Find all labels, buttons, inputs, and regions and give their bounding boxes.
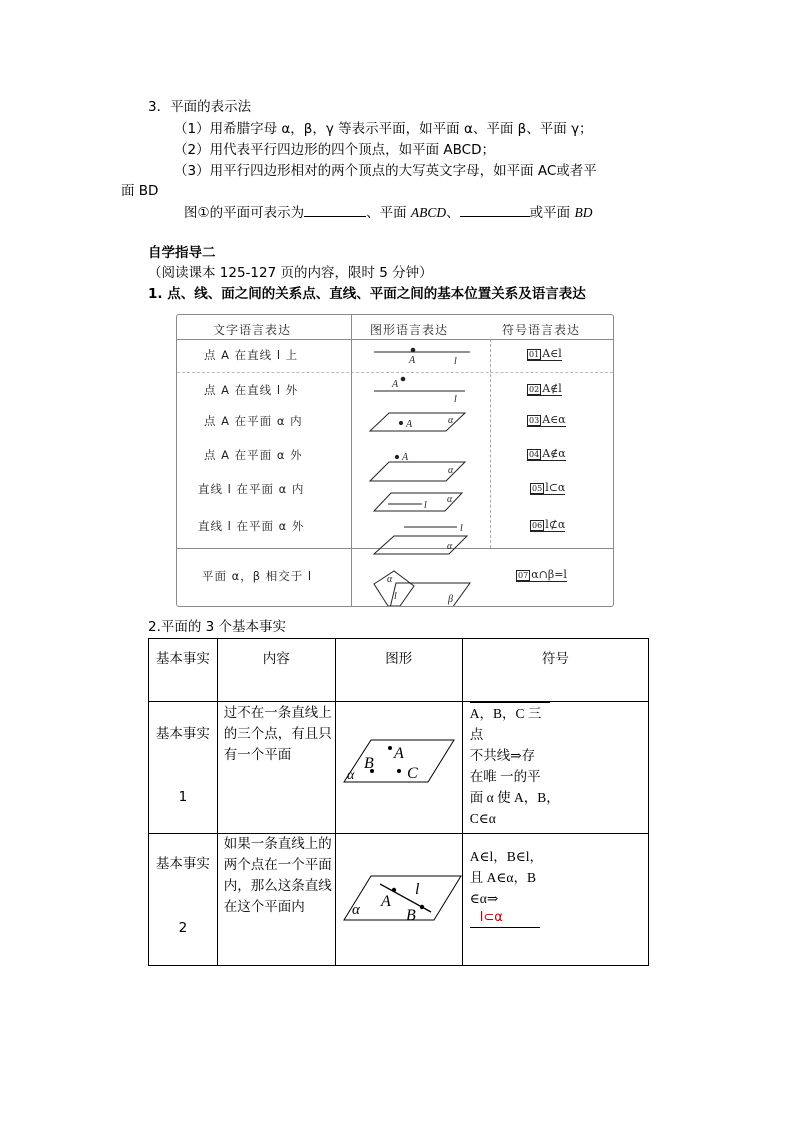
fig-line-in-plane <box>374 493 462 511</box>
svg-text:l: l <box>454 394 457 405</box>
t1-row3-symbol: 03 A∈α <box>529 413 566 426</box>
svg-text:A: A <box>393 745 404 762</box>
t2-row1-content: 过不在一条直线上的三个点，有且只有一个平面 <box>217 702 335 834</box>
svg-text:α: α <box>351 902 360 918</box>
t1-row5-symbol: 05 l⊂α <box>532 481 566 494</box>
svg-text:l: l <box>454 356 457 367</box>
t1-row1-text: 点 A 在直线 l 上 <box>204 348 299 362</box>
t1-row1-symbol: 01 A∈l <box>529 347 562 360</box>
fig-point-in-plane <box>370 413 465 431</box>
svg-text:l: l <box>394 591 397 602</box>
blank-1[interactable] <box>304 202 366 217</box>
t1-row7-text: 平面 α，β 相交于 l <box>202 569 313 583</box>
section3-fill-sentence <box>184 202 592 223</box>
svg-text:l: l <box>414 881 420 898</box>
fig-planes-intersect <box>374 571 470 606</box>
svg-text:α: α <box>448 465 454 476</box>
svg-text:A: A <box>392 379 399 390</box>
t1-figures <box>352 340 490 606</box>
t2-header-figure: 图形 <box>335 639 462 702</box>
blank-2[interactable] <box>460 202 530 217</box>
point-A <box>392 888 396 892</box>
fig-line-in-plane-2 <box>336 834 462 958</box>
t2-header-content: 内容 <box>217 639 335 702</box>
svg-text:A: A <box>380 893 391 910</box>
guide2-title: 自学指导二 <box>148 245 216 261</box>
relations-table <box>176 314 614 607</box>
t2-row2-answer[interactable]: l⊂α <box>470 909 540 928</box>
t2-row1-figure <box>335 702 462 834</box>
t1-header-symbol: 符号语言表达 <box>502 323 581 337</box>
guide2-note: （阅读课本 125-127 页的内容，限时 5 分钟） <box>148 265 433 281</box>
t2-row2-symbol: A∈l，B∈l， 且 A∈α，B ∈α⇒ l⊂α <box>462 834 648 966</box>
svg-text:α: α <box>387 574 393 585</box>
t1-col-divider <box>490 339 491 548</box>
svg-text:β: β <box>448 594 453 605</box>
section3-item1: （1）用希腊字母 α，β，γ 等表示平面，如平面 α、平面 β、平面 γ； <box>174 121 593 137</box>
fig-point-off-line <box>374 377 465 405</box>
fill-text-b2: ABCD <box>410 205 447 220</box>
table2-caption: 2.平面的 3 个基本事实 <box>148 619 287 635</box>
t2-row2-name: 基本事实 2 <box>149 834 218 966</box>
fig-three-points <box>336 702 462 826</box>
t1-row4-symbol: 04 A∉α <box>529 447 566 460</box>
fill-text-b: 、平面 <box>366 205 411 221</box>
t2-header-symbol: 符号 <box>462 639 648 702</box>
svg-text:A: A <box>406 419 413 430</box>
svg-text:B: B <box>405 907 416 924</box>
svg-text:α: α <box>447 494 453 505</box>
t1-row6-symbol: 06 l⊄α <box>532 518 566 531</box>
t1-row2-symbol: 02 A∉l <box>529 382 562 395</box>
fig-point-off-plane <box>370 452 465 481</box>
t1-row6-text: 直线 l 在平面 α 外 <box>198 519 305 533</box>
svg-text:B: B <box>363 755 374 772</box>
fig-line-off-plane <box>374 523 467 554</box>
t1-header-figure: 图形语言表达 <box>370 323 449 337</box>
svg-text:l: l <box>460 523 463 534</box>
t1-row2-text: 点 A 在直线 l 外 <box>204 383 299 397</box>
basic-facts-table <box>148 638 649 966</box>
t2-header-name: 基本事实 <box>149 639 218 702</box>
svg-text:A: A <box>402 452 409 463</box>
section3-item3b: 面 BD <box>121 183 159 199</box>
svg-text:A: A <box>409 355 416 366</box>
t1-row5-text: 直线 l 在平面 α 内 <box>198 482 305 496</box>
t2-row1-name: 基本事实 1 <box>149 702 218 834</box>
point-C <box>397 769 401 773</box>
svg-text:α: α <box>447 541 453 552</box>
section3-title: 3．平面的表示法 <box>148 99 252 115</box>
t2-row2-figure <box>335 834 462 966</box>
t1-row3-text: 点 A 在平面 α 内 <box>204 414 303 428</box>
fill-text-a: 图①的平面可表示为 <box>184 205 305 221</box>
svg-text:l: l <box>424 500 427 511</box>
point-B <box>420 905 424 909</box>
point-A <box>388 746 392 750</box>
section3-item2: （2）用代表平行四边形的四个顶点，如平面 ABCD； <box>174 142 495 158</box>
t1-row7-symbol: 07 α∩β=l <box>518 568 567 581</box>
fill-text-d: 或平面 <box>529 205 575 221</box>
svg-text:α: α <box>448 415 454 426</box>
fill-text-c: 、 <box>446 205 460 221</box>
t1-header-text: 文字语言表达 <box>213 323 292 337</box>
guide2-heading: 1. 点、线、面之间的关系点、直线、平面之间的基本位置关系及语言表达 <box>148 286 586 302</box>
fill-text-d2: BD <box>574 205 593 220</box>
section3-item3a: （3）用平行四边形相对的两个顶点的大写英文字母，如平面 AC或者平 <box>174 163 597 179</box>
svg-text:α: α <box>346 768 355 783</box>
fig-point-on-line <box>374 348 470 367</box>
t2-row2-content: 如果一条直线上的两个点在一个平面内，那么这条直线在这个平面内 <box>217 834 335 966</box>
svg-text:C: C <box>406 765 418 782</box>
t2-row1-symbol: A，B，C 三点 不共线⇒存 在唯 一的平 面 α 使 A，B， C∈α <box>462 702 648 834</box>
t1-row4-text: 点 A 在平面 α 外 <box>204 448 303 462</box>
